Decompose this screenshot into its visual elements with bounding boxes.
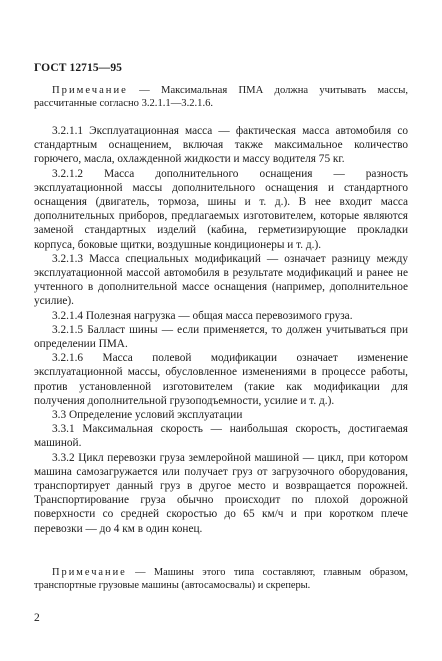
page-number: 2 bbox=[34, 612, 40, 624]
note-bottom-label: Примечание bbox=[52, 567, 127, 578]
paragraph-3-2-1-3: 3.2.1.3 Масса специальных модификаций — означает разницу между эксплуатационной массой автомобиля в результате модификаций и ранее не учтенного в дополнительной массе оснащения (например, дополнительное усилие). bbox=[34, 252, 408, 308]
note-top bbox=[34, 84, 408, 110]
note-top-label: Примечание bbox=[52, 85, 128, 96]
paragraph-3-3-1: 3.3.1 Максимальная скорость — наибольшая скорость, достигаемая машиной. bbox=[34, 423, 408, 450]
note-bottom-text: — Машины этого типа составляют, главным образом, транспортные грузовые машины (автосамосвалы) и скреперы. bbox=[34, 567, 408, 591]
note-top-text: — Максимальная ПМА должна учитывать массы, рассчитанные согласно 3.2.1.1—3.2.1.6. bbox=[34, 85, 408, 109]
paragraph-3-2-1-2: 3.2.1.2 Масса дополнительного оснащения — разность эксплуатационной массы дополнительного оснащения и стандартного оснащения (двигатель, тормоза, шины и т. д.). В нее входит масса дополнительных приборов, предлагаемых изготовителем, которые являются заменой стандартных изделий (кабина, герметизирующие прокладки корпуса, боковые щитки, воздушные кондиционеры и т. д.). bbox=[34, 167, 408, 251]
paragraph-3-2-1-4: 3.2.1.4 Полезная нагрузка — общая масса перевозимого груза. bbox=[52, 309, 353, 322]
paragraph-3-2-1-5: 3.2.1.5 Балласт шины — если применяется, то должен учитываться при определении ПМА. bbox=[34, 323, 408, 351]
document-header: ГОСТ 12715—95 bbox=[34, 62, 123, 74]
document-body bbox=[34, 124, 408, 536]
note-bottom bbox=[34, 566, 408, 592]
paragraph-3-3-2: 3.3.2 Цикл перевозки груза землеройной машиной — цикл, при котором машина самозагружается или получает груз от загрузочного оборудования, транспортирует данный груз в другое место и возвращается порожней. Транспортирование груза обычно происходит по плохой дорожной поверхности со средней скоростью до 65 км/ч и при коротком плече перевозки — до 4 км в один конец. bbox=[34, 451, 408, 535]
paragraph-3-2-1-1: 3.2.1.1 Эксплуатационная масса — фактическая масса автомобиля со стандартным оснащением, включая также максимальное количество горючего, масла, охлажденной жидкости и массу водителя 75 кг. bbox=[34, 125, 408, 166]
paragraph-3-3: 3.3 Определение условий эксплуатации bbox=[52, 409, 243, 422]
paragraph-3-2-1-6: 3.2.1.6 Масса полевой модификации означает изменение эксплуатационной массы, обусловленное изменениями в процессе работы, против установленной изготовителем (такие как модификации для получения дополнительной грузоподъемности, усилие и т. д.). bbox=[34, 352, 408, 407]
